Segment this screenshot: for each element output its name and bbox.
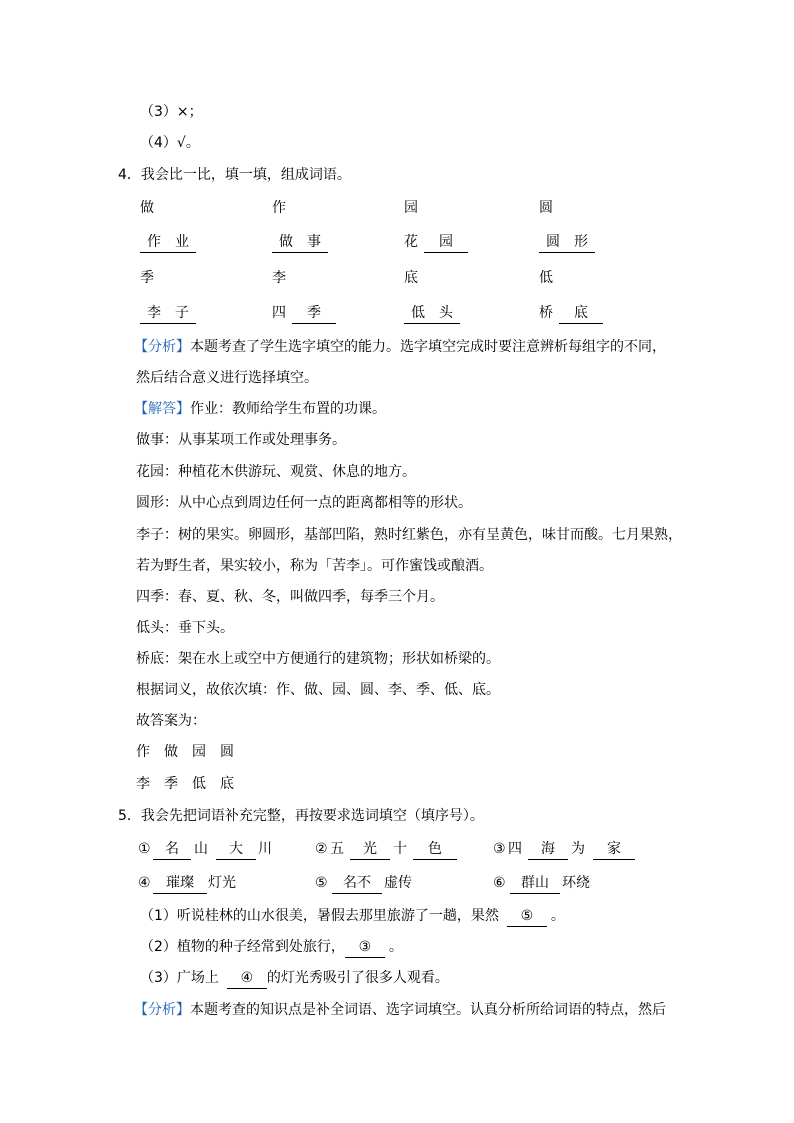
q5-text: 环绕 (562, 875, 590, 891)
answer-line: 故答案为： (136, 713, 206, 729)
q4-prefix: 四 (272, 305, 286, 321)
q4-char: 圆 (539, 200, 553, 216)
q5-blank: 光 (350, 839, 390, 860)
q5-blank: 璀璨 (153, 873, 207, 894)
q4-answer (134, 399, 386, 419)
answer-line: 作 做 园 圆 (136, 744, 234, 760)
q5-sentence-2 (140, 937, 403, 958)
q5-text: 四 (508, 841, 522, 857)
q5-text: 虚传 (384, 875, 412, 891)
sentence-text: （2）植物的种子经常到处旅行， (140, 939, 345, 955)
q5-blank: 色 (413, 839, 457, 860)
q4-question: 4．我会比一比，填一填，组成词语。 (118, 167, 351, 183)
q5-blank: 海 (528, 839, 568, 860)
q5-blank: 大 (216, 839, 256, 860)
q4-char: 季 (140, 270, 154, 286)
q4-char: 作 (272, 200, 286, 216)
answer-line: 低头：垂下头。 (136, 620, 234, 636)
answer-line: 花园：种植花木供游玩、观赏、休息的地方。 (136, 464, 416, 480)
q5-sentence-3 (140, 968, 449, 989)
q4-blank: 底 (559, 303, 603, 324)
sentence-text: 。 (388, 939, 403, 955)
answer-line: 桥底：架在水上或空中方便通行的建筑物；形状如桥梁的。 (136, 651, 500, 667)
q5-text: 五 (330, 841, 344, 857)
q5-question: 5．我会先把词语补充完整，再按要求选词填空（填序号）。 (118, 808, 484, 824)
q5-num: ⑥ (493, 875, 506, 891)
q4-char: 园 (404, 200, 418, 216)
q4-blank: 李 子 (140, 303, 196, 324)
answer-text: 作业：教师给学生布置的功课。 (190, 401, 386, 417)
sentence-blank: ④ (227, 968, 267, 989)
q5-sentence-1 (140, 906, 565, 927)
q4-char: 做 (140, 200, 154, 216)
sentence-text: （3）广场上 (140, 970, 219, 986)
answer-line: 若为野生者，果实较小，称为「苦李」。可作蜜饯或酿酒。 (136, 558, 493, 574)
answer-line: 做事：从事某项工作或处理事务。 (136, 432, 346, 448)
q5-blank: 名 (153, 839, 191, 860)
answer-tag: 【解答】 (134, 401, 190, 417)
q5-analysis (134, 1000, 666, 1020)
q4-prefix: 花 (404, 234, 418, 250)
q4-prefix: 桥 (539, 305, 553, 321)
q5-num: ② (315, 841, 328, 857)
q4-blank: 作 业 (140, 232, 196, 253)
answer-3: （3）×； (140, 104, 203, 120)
answer-line: 李 季 低 底 (136, 776, 234, 792)
q5-num: ⑤ (315, 875, 328, 891)
sentence-text: 的灯光秀吸引了很多人观看。 (266, 970, 449, 986)
analysis-tag: 【分析】 (134, 339, 190, 355)
q4-blank: 园 (424, 232, 468, 253)
q4-blank: 低 头 (404, 303, 460, 324)
q5-text: 十 (393, 841, 407, 857)
answer-line: 李子：树的果实。卵圆形，基部凹陷，熟时红紫色，亦有呈黄色，味甘而酸。七月果熟， (136, 527, 682, 543)
q5-blank: 家 (593, 839, 635, 860)
answer-line: 四季：春、夏、秋、冬，叫做四季，每季三个月。 (136, 589, 444, 605)
sentence-text: 。 (550, 908, 565, 924)
answer-line: 根据词义，故依次填：作、做、园、圆、李、季、低、底。 (136, 682, 500, 698)
sentence-text: （1）听说桂林的山水很美，暑假去那里旅游了一趟，果然 (140, 908, 499, 924)
q4-analysis (134, 337, 666, 357)
q4-blank: 季 (292, 303, 336, 324)
q5-text: 山 (194, 841, 208, 857)
q5-blank: 群山 (510, 873, 560, 894)
answer-4: （4）√。 (140, 135, 200, 151)
q4-char: 李 (272, 270, 286, 286)
analysis-text: 本题考查了学生选字填空的能力。选字填空完成时要注意辨析每组字的不同， (190, 339, 666, 355)
sentence-blank: ⑤ (507, 906, 547, 927)
sentence-blank: ③ (345, 937, 385, 958)
q4-analysis-cont: 然后结合意义进行选择填空。 (136, 370, 318, 386)
q4-blank: 圆 形 (539, 232, 595, 253)
q5-num: ④ (138, 875, 151, 891)
q4-blank: 做 事 (272, 232, 328, 253)
q5-text: 为 (571, 841, 585, 857)
q5-text: 灯光 (208, 875, 236, 891)
analysis-text: 本题考查的知识点是补全词语、选字词填空。认真分析所给词语的特点，然后 (190, 1002, 666, 1018)
q5-blank: 名不 (332, 873, 382, 894)
q4-char: 底 (404, 270, 418, 286)
q5-num: ③ (493, 841, 506, 857)
answer-line: 圆形：从中心点到周边任何一点的距离都相等的形状。 (136, 495, 472, 511)
q5-text: 川 (258, 841, 272, 857)
q4-char: 低 (539, 270, 553, 286)
analysis-tag: 【分析】 (134, 1002, 190, 1018)
q5-num: ① (138, 841, 151, 857)
